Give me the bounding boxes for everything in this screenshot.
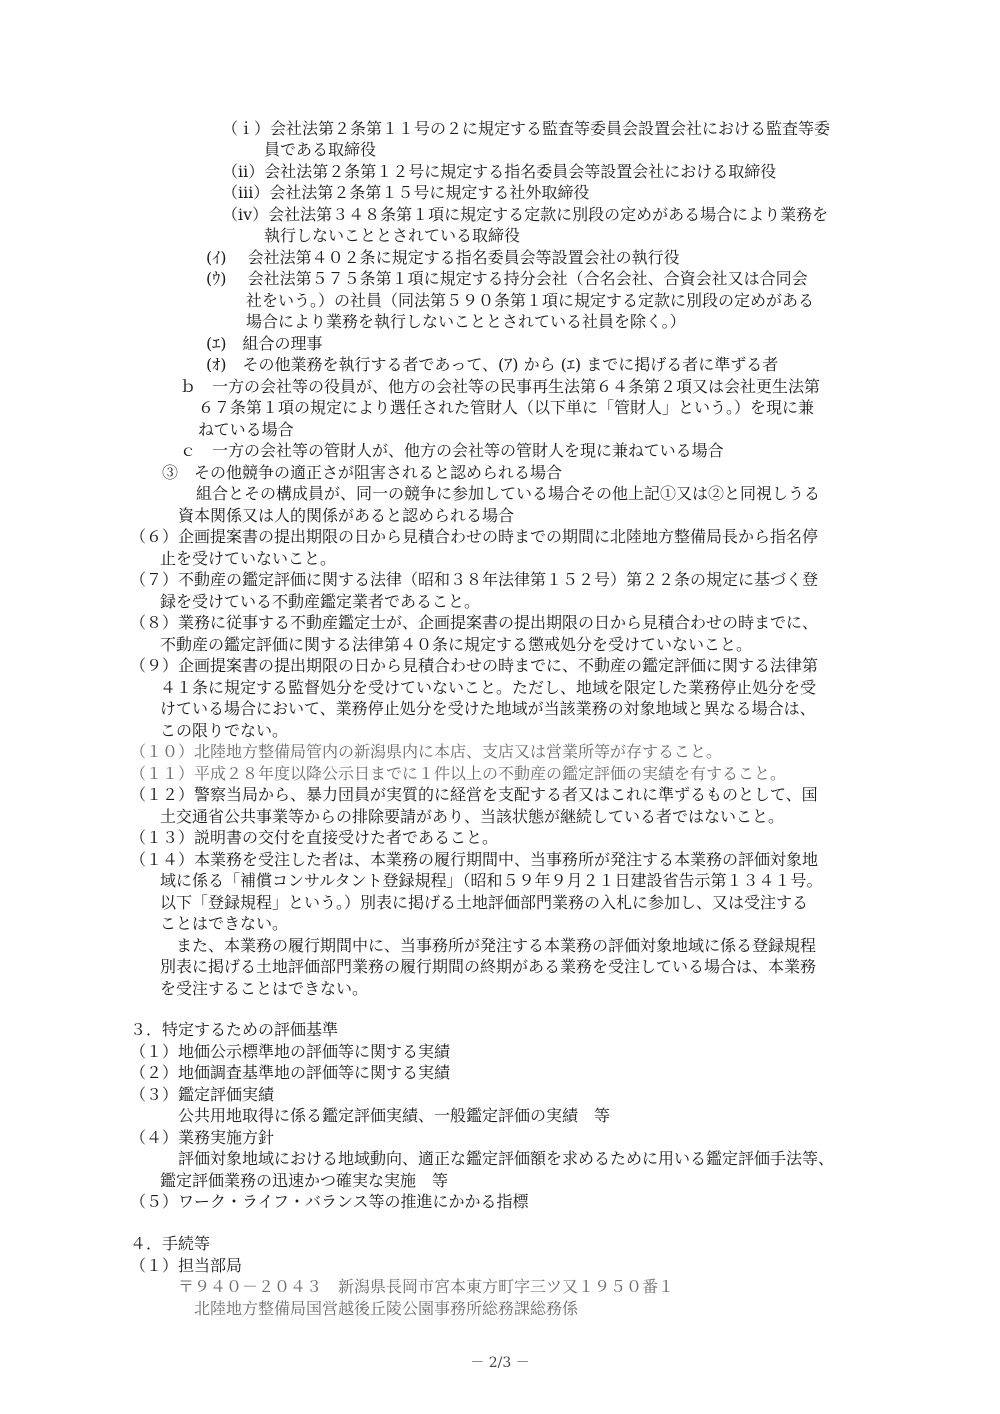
text-line: （１１）平成２８年度以降公示日までに１件以上の不動産の鑑定評価の実績を有すること。 [130,764,787,783]
text-line: ｃ 一方の会社等の管財人が、他方の会社等の管財人を現に兼ねている場合 [180,441,724,460]
text-line: （１３）説明書の交付を直接受けた者であること。 [130,828,499,847]
text-line: ６７条第１項の規定により選任された管財人（以下単に「管財人」という。）を現に兼 [198,398,815,417]
text-line: （１）担当部局 [130,1256,243,1275]
text-line: （８）業務に従事する不動産鑑定士が、企画提案書の提出期限の日から見積合わせの時までに、 [130,613,819,632]
text-line: （１０）北陸地方整備局管内の新潟県内に本店、支店又は営業所等が存すること。 [130,742,723,761]
text-line: 以下「登録規程」という。）別表に掲げる土地評価部門業務の入札に参加し、又は受注する [160,893,809,912]
text-line: 社をいう。）の社員（同法第５９０条第１項に規定する定款に別段の定めがある [246,291,815,310]
text-line: (ｵ) その他業務を執行する者であって、(ｱ) から (ｴ) までに掲げる者に準ずる者 [206,355,779,374]
text-line: （ⅳ）会社法第３４８条第１項に規定する定款に別段の定めがある場合により業務を [222,205,829,224]
text-line: 不動産の鑑定評価に関する法律第４０条に規定する懲戒処分を受けていないこと。 [160,635,753,654]
text-line: ねている場合 [198,420,294,439]
text-line: また、本業務の履行期間中に、当事務所が発注する本業務の評価対象地域に係る登録規程 [176,936,817,955]
text-line: ４１条に規定する監督処分を受けていないこと。ただし、地域を限定した業務停止処分を受 [160,678,817,697]
section-heading: ４．手続等 [130,1234,211,1253]
text-line: （６）企画提案書の提出期限の日から見積合わせの時までの期間に北陸地方整備局長から指名停 [130,527,819,546]
page-number: － 2/3 － [470,1355,530,1371]
text-line: （２）地価調査基準地の評価等に関する実績 [130,1063,451,1082]
text-line: ｂ 一方の会社等の役員が、他方の会社等の民事再生法第６４条第２項又は会社更生法第 [180,377,821,396]
text-line: 評価対象地域における地域動向、適正な鑑定評価額を求めるために用いる鑑定評価手法等、 [178,1149,835,1168]
text-line: 土交通省公共事業等からの排除要請があり、当該状態が継続している者ではないこと。 [160,807,785,826]
text-line: （ⅱ）会社法第２条第１２号に規定する指名委員会等設置会社における取締役 [222,162,777,181]
text-line: （ｉ）会社法第２条第１１号の２に規定する監査等委員会設置会社における監査等委 [222,119,831,138]
text-line: （１）地価公示標準地の評価等に関する実績 [130,1042,451,1061]
text-line: 止を受けていないこと。 [160,549,337,568]
text-line: ③ その他競争の適正さが阻害されると認められる場合 [162,463,563,482]
text-line: 員である取締役 [264,140,377,159]
text-line: 別表に掲げる土地評価部門業務の履行期間の終期がある業務を受注している場合は、本業務 [160,957,817,976]
text-line: 組合とその構成員が、同一の競争に参加している場合その他上記①又は②と同視しうる [196,484,821,503]
text-line: （７）不動産の鑑定評価に関する法律（昭和３８年法律第１５２号）第２２条の規定に基づく登 [130,570,819,589]
text-line: (ｲ) 会社法第４０２条に規定する指名委員会等設置会社の執行役 [206,248,680,267]
text-line: （ⅲ）会社法第２条第１５号に規定する社外取締役 [222,183,590,202]
text-line: 執行しないこととされている取締役 [264,226,521,245]
text-line: を受注することはできない。 [160,979,369,998]
postal-address: 〒９４０－２０４３ 新潟県長岡市宮本東方町字三ツ又１９５０番１ [178,1277,675,1296]
text-line: 公共用地取得に係る鑑定評価実績、一般鑑定評価の実績 等 [178,1106,611,1125]
text-line: 場合により業務を執行しないこととされている社員を除く。） [246,312,686,331]
office-name: 北陸地方整備局国営越後丘陵公園事務所総務課総務係 [194,1299,579,1318]
text-line: 鑑定評価業務の迅速かつ確実な実施 等 [160,1171,449,1190]
text-line: （１２）警察当局から、暴力団員が実質的に経営を支配する者又はこれに準ずるものとして、国 [130,785,818,804]
text-line: （１４）本業務を受注した者は、本業務の履行期間中、当事務所が発注する本業務の評価対象地 [130,850,819,869]
text-line: ことはできない。 [160,914,289,933]
text-line: （４）業務実施方針 [130,1128,275,1147]
text-line: （３）鑑定評価実績 [130,1085,275,1104]
text-line: （５）ワーク・ライフ・バランス等の推進にかかる指標 [130,1192,529,1211]
text-line: 域に係る「補償コンサルタント登録規程」（昭和５９年９月２１日建設省告示第１３４１号。 [160,871,823,890]
text-line: （９）企画提案書の提出期限の日から見積合わせの時までに、不動産の鑑定評価に関する法律第 [130,656,819,675]
text-line: (ｳ) 会社法第５７５条第１項に規定する持分会社（合名会社、合資会社又は合同会 [206,269,808,288]
section-heading: ３．特定するための評価基準 [130,1020,339,1039]
text-line: (ｴ) 組合の理事 [206,334,323,353]
text-line: けている場合において、業務停止処分を受けた地域が当該業務の対象地域と異なる場合は、 [160,699,816,718]
text-line: この限りでない。 [160,721,289,740]
text-line: 録を受けている不動産鑑定業者であること。 [160,592,481,611]
text-line: 資本関係又は人的関係があると認められる場合 [178,506,515,525]
